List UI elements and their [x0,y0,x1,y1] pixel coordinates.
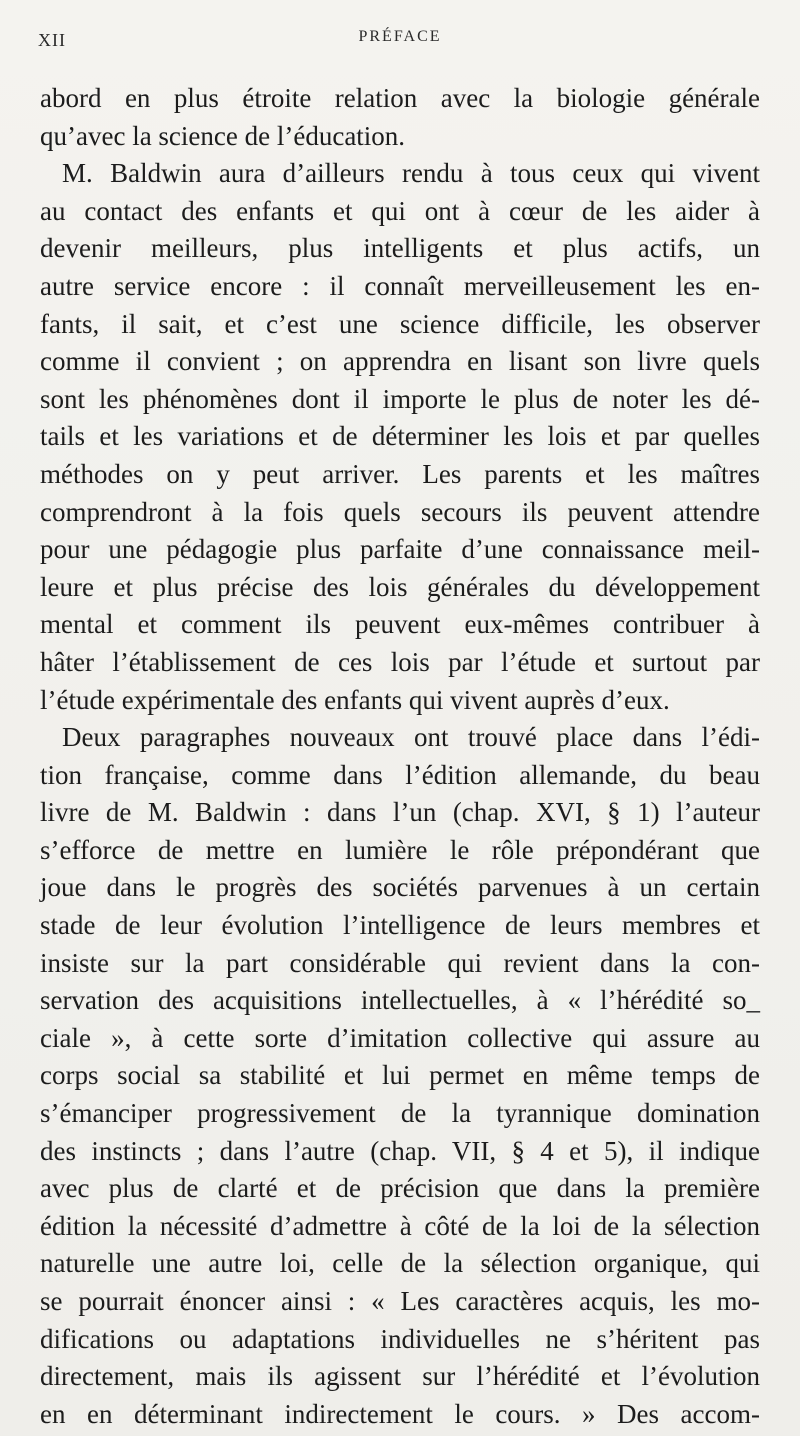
text-line: M. Baldwin aura d’ailleurs rendu à tous ceux qui vivent [62,158,760,189]
text-line: hâter l’établissement de ces lois par l’étude et surtout par [40,646,760,677]
text-line: autre service encore : il connaît merveilleusement les en- [40,270,760,301]
text-line: directement, mais ils agissent sur l’hérédité et l’évolution [40,1361,760,1392]
text-line: servation des acquisitions intellectuelles, à « l’hérédité so_ [40,985,760,1016]
text-line: corps social sa stabilité et lui permet en même temps de [40,1060,760,1091]
text-line: édition la nécessité d’admettre à côté de la loi de la sélection [40,1210,760,1241]
text-line: l’étude expérimentale des enfants qui vivent auprès d’eux. [40,684,670,715]
text-line: Deux paragraphes nouveaux ont trouvé place dans l’édi- [62,722,760,753]
page-number: XII [38,30,66,50]
text-line: tails et les variations et de déterminer les lois et par quelles [40,421,760,452]
text-line: ciale », à cette sorte d’imitation collective qui assure au [40,1022,760,1053]
text-line: au contact des enfants et qui ont à cœur de les aider à [40,195,760,226]
running-head [38,26,762,54]
text-line: mental et comment ils peuvent eux-mêmes contribuer à [40,609,760,640]
text-line: stade de leur évolution l’intelligence de leurs membres et [40,910,760,941]
text-line: des instincts ; dans l’autre (chap. VII, § 4 et 5), il indique [40,1135,760,1166]
text-line: avec plus de clarté et de précision que dans la première [40,1173,760,1204]
text-line: tion française, comme dans l’édition allemande, du beau [40,759,760,790]
text-line: fants, il sait, et c’est une science difficile, les observer [40,308,760,339]
text-line: se pourrait énoncer ainsi : « Les caractères acquis, les mo- [40,1286,760,1316]
text-line: naturelle une autre loi, celle de la sélection organique, qui [40,1248,760,1279]
text-line: abord en plus étroite relation avec la biologie générale [40,83,760,113]
text-line: s’efforce de mettre en lumière le rôle prépondérant que [40,834,760,865]
text-line: pour une pédagogie plus parfaite d’une connaissance meil- [40,534,760,565]
text-line: comprendront à la fois quels secours ils peuvent attendre [40,496,760,527]
text-line: livre de M. Baldwin : dans l’un (chap. XVI, § 1) l’auteur [40,797,760,828]
text-line: qu’avec la science de l’éducation. [40,120,406,151]
text-line: comme il convient ; on apprendra en lisant son livre quels [40,346,760,377]
text-line: en en déterminant indirectement le cours. » Des accom- [40,1398,760,1429]
text-line: difications ou adaptations individuelles ne s’héritent pas [40,1323,760,1354]
text-line: s’émanciper progressivement de la tyrannique domination [40,1098,760,1129]
text-line: sont les phénomènes dont il importe le plus de noter les dé- [40,383,760,414]
text-line: leure et plus précise des lois générales du développement [40,571,760,602]
text-line: insiste sur la part considérable qui revient dans la con- [40,947,760,978]
text-line: méthodes on y peut arriver. Les parents et les maîtres [40,458,760,489]
running-title: PRÉFACE [358,28,442,45]
text-line: devenir meilleurs, plus intelligents et plus actifs, un [40,233,760,264]
text-line: joue dans le progrès des sociétés parvenues à un certain [40,872,760,903]
body-text [40,80,760,1433]
